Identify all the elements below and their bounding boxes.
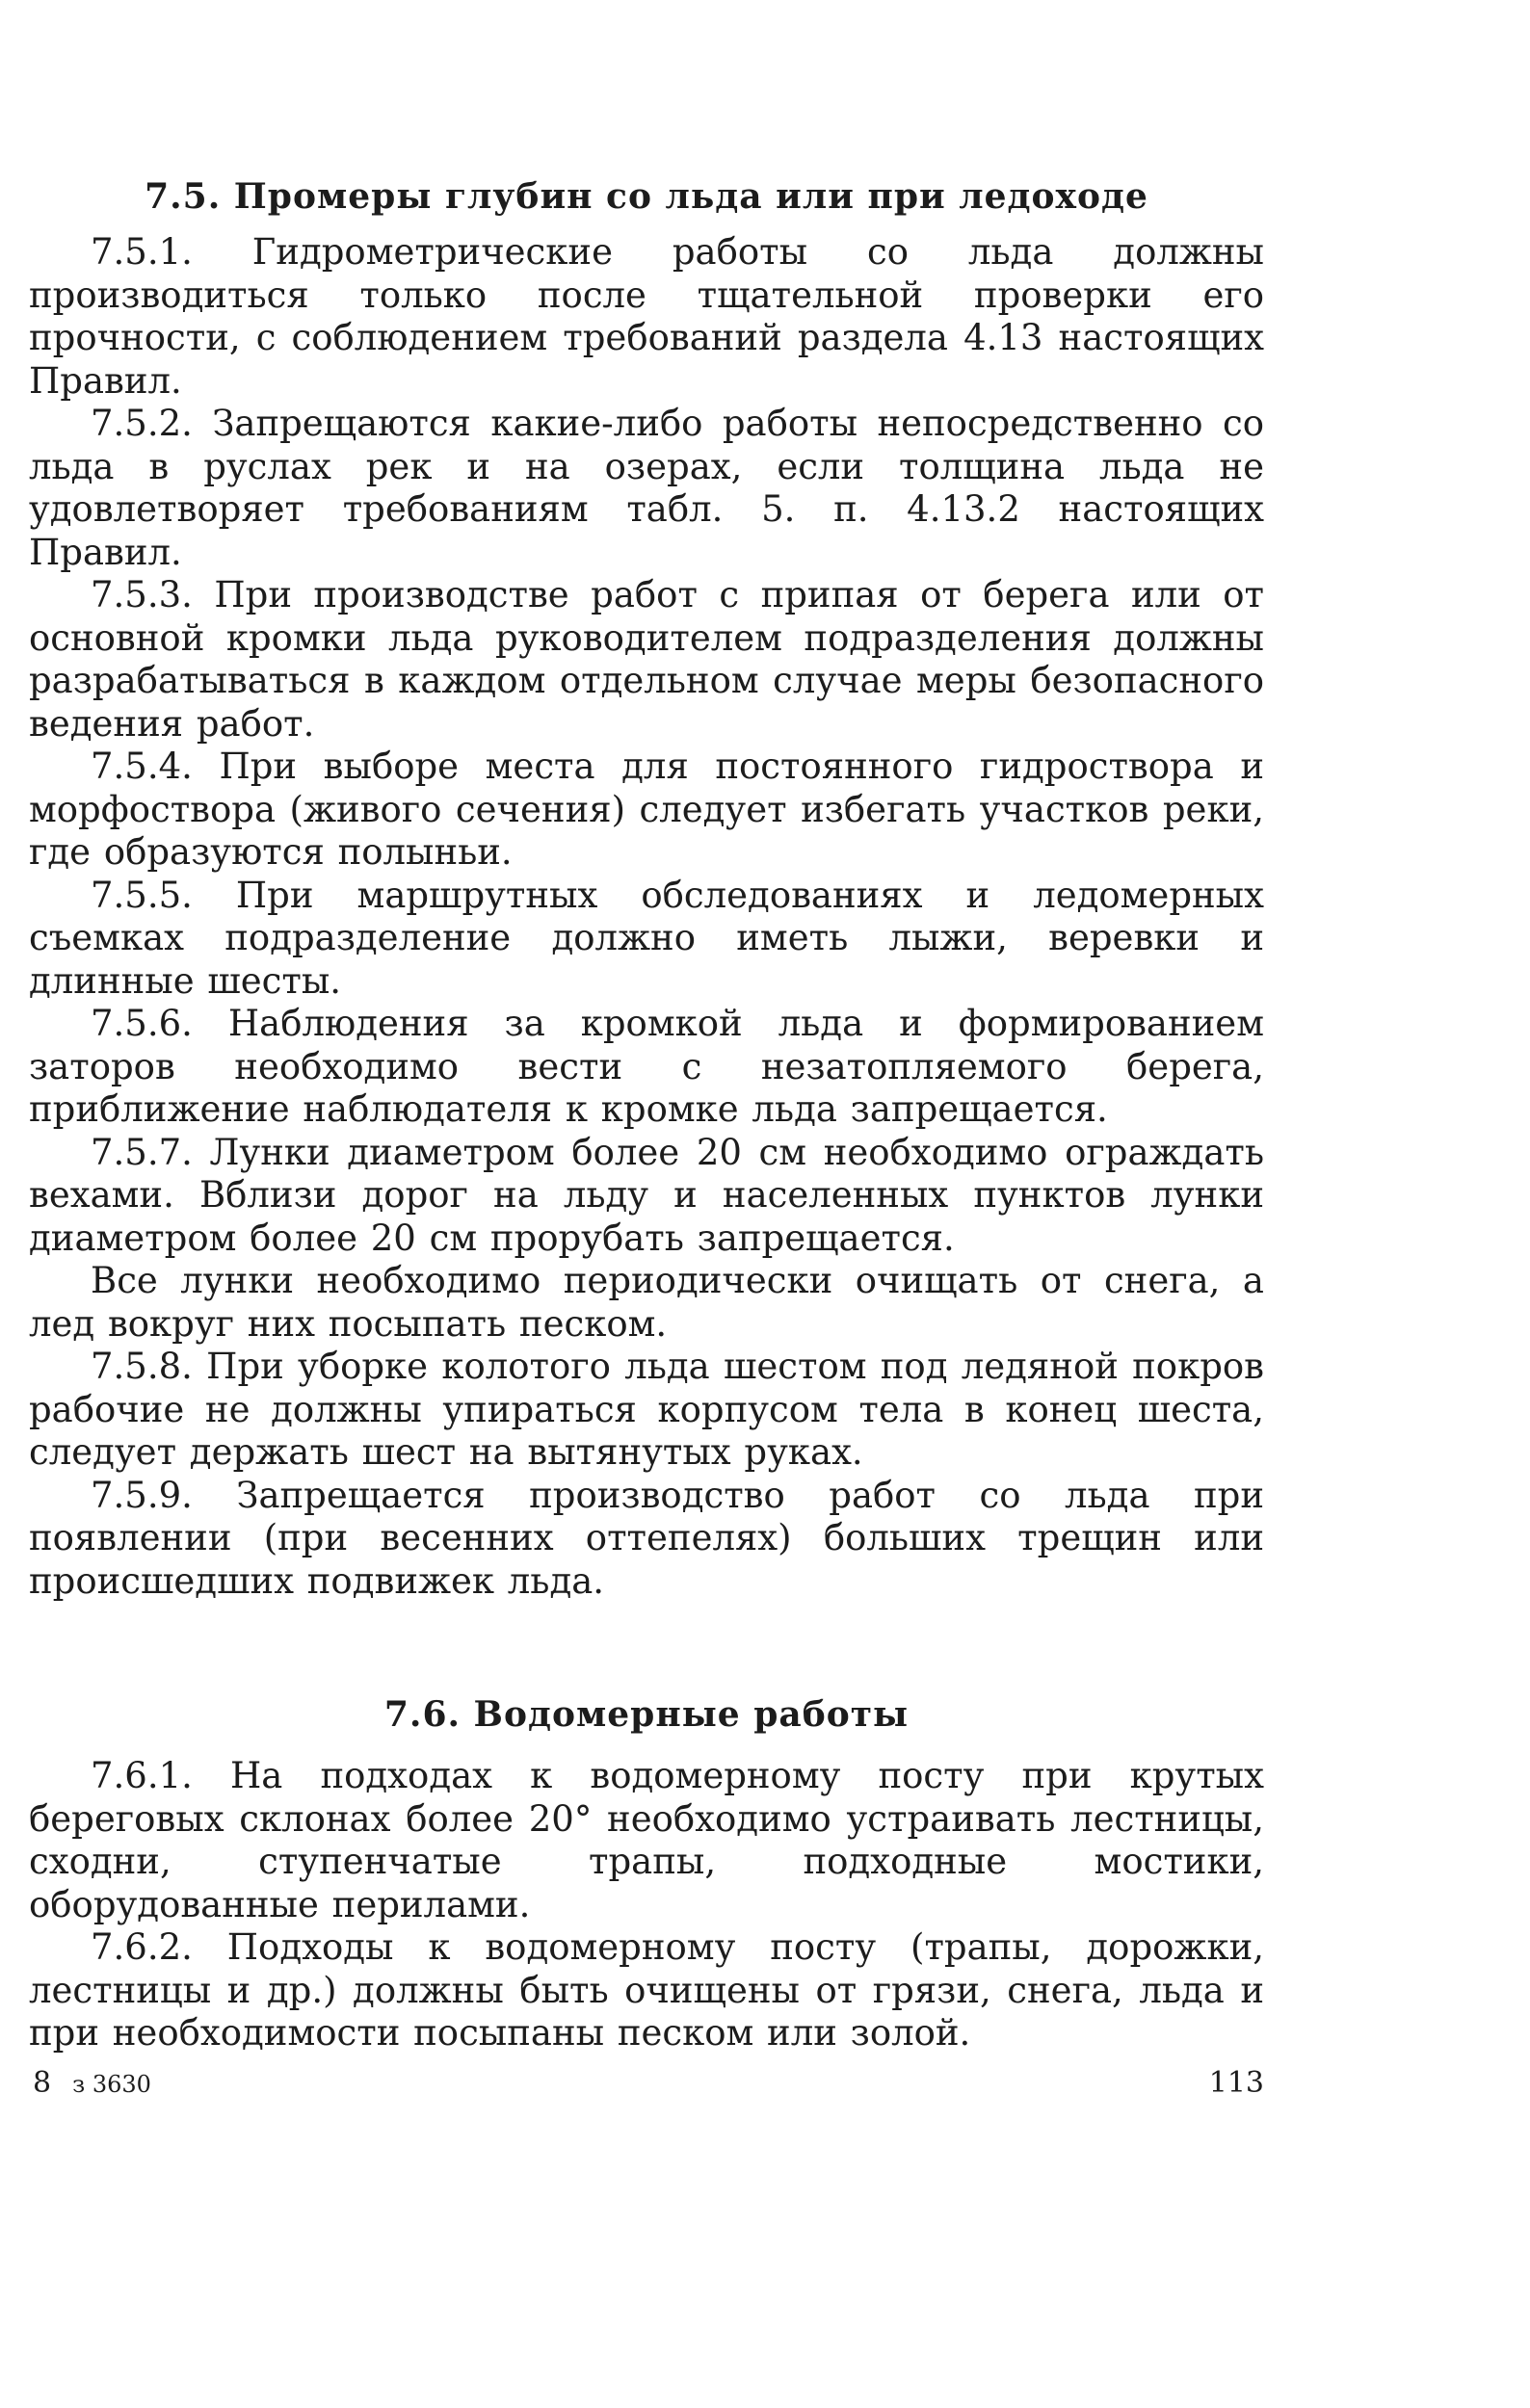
printer-signature — [33, 2066, 151, 2100]
signature-number: 8 — [33, 2066, 52, 2100]
paragraph-7-6-1: 7.6.1. На подходах к водомерному посту при крутых береговых склонах более 20° необходимо устраивать лестницы, сходни, ступенчатые трапы, подходные мостики, оборудованные перилами. — [29, 1755, 1264, 1925]
page-content — [29, 173, 1264, 2055]
paragraph-7-5-7: 7.5.7. Лунки диаметром более 20 см необходимо ограждать вехами. Вблизи дорог на льду и населенных пунктов лунки диаметром более 20 см прорубать запрещается. — [29, 1131, 1264, 1259]
paragraph-7-5-9: 7.5.9. Запрещается производство работ со льда при появлении (при весенних оттепелях) больших трещин или происшедших подвижек льда. — [29, 1474, 1264, 1602]
paragraph-7-5-5: 7.5.5. При маршрутных обследованиях и ледомерных съемках подразделение должно иметь лыжи, веревки и длинные шесты. — [29, 874, 1264, 1002]
paragraph-7-6-2: 7.6.2. Подходы к водомерному посту (трапы, дорожки, лестницы и др.) должны быть очищены от грязи, снега, льда и при необходимости посыпаны песком или золой. — [29, 1926, 1264, 2054]
paragraph-7-5-6: 7.5.6. Наблюдения за кромкой льда и формированием заторов необходимо вести с незатопляемого берега, приближение наблюдателя к кромке льда запрещается. — [29, 1003, 1264, 1130]
page-footer — [33, 2066, 1264, 2114]
signature-code: з 3630 — [72, 2071, 151, 2098]
paragraph-7-5-8: 7.5.8. При уборке колотого льда шестом под ледяной покров рабочие не должны упираться корпусом тела в конец шеста, следует держать шест на вытянутых руках. — [29, 1346, 1264, 1473]
section-heading-7-5: 7.5. Промеры глубин со льда или при ледоходе — [145, 176, 1148, 217]
paragraph-7-5-4: 7.5.4. При выборе места для постоянного гидроствора и морфоствора (живого сечения) следует избегать участков реки, где образуются полыньи. — [29, 746, 1264, 873]
page-number: 113 — [1208, 2066, 1264, 2100]
paragraph-7-5-1: 7.5.1. Гидрометрические работы со льда должны производиться только после тщательной проверки его прочности, с соблюдением требований раздела 4.13 настоящих Правил. — [29, 231, 1264, 402]
paragraph-7-5-7-note: Все лунки необходимо периодически очищать от снега, а лед вокруг них посыпать песком. — [29, 1260, 1264, 1345]
paragraph-7-5-3: 7.5.3. При производстве работ с припая от берега или от основной кромки льда руководителем подразделения должны разрабатываться в каждом отдельном случае меры безопасного ведения работ. — [29, 574, 1264, 745]
section-heading-7-6: 7.6. Водомерные работы — [383, 1694, 910, 1735]
paragraph-7-5-2: 7.5.2. Запрещаются какие-либо работы непосредственно со льда в руслах рек и на озерах, если толщина льда не удовлетворяет требованиям табл. 5. п. 4.13.2 настоящих Правил. — [29, 403, 1264, 573]
